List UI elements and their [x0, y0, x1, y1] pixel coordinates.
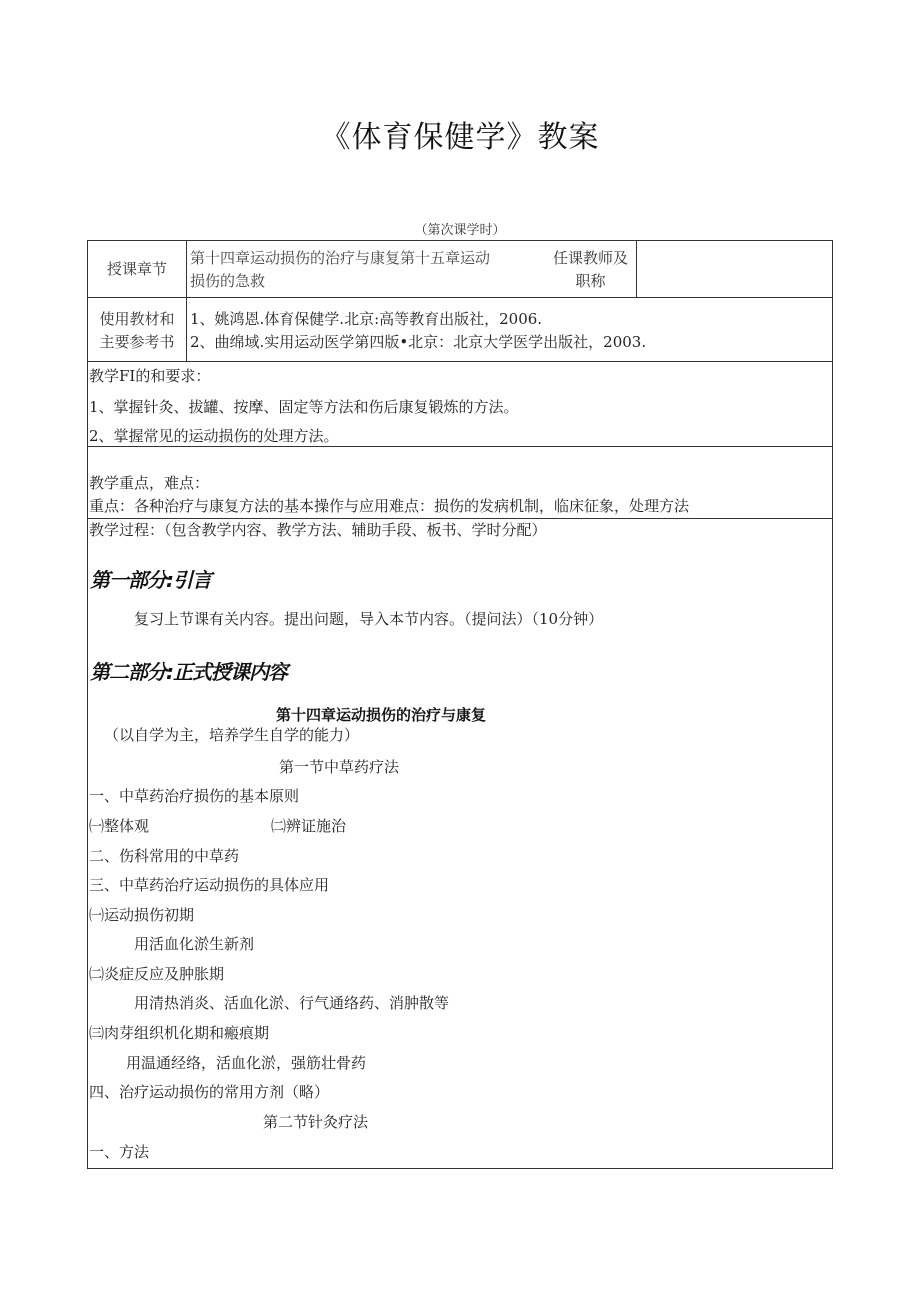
self-study-note: （以自学为主，培养学生自学的能力）	[104, 726, 360, 744]
list-item: ㈠运动损伤初期	[89, 906, 195, 924]
list-item: 用活血化淤生新剂	[134, 935, 255, 953]
objectives-heading: 教学FI的和要求：	[89, 367, 211, 385]
row-divider	[88, 297, 832, 298]
books-label-line1: 使用教材和	[99, 310, 175, 328]
key-points-content: 重点：各种治疗与康复方法的基本操作与应用难点：损伤的发病机制，临床征象，处理方法	[89, 497, 690, 515]
objective-item: 1、掌握针灸、拔罐、按摩、固定等方法和伤后康复锻炼的方法。	[89, 398, 519, 416]
list-item: 一、中草药治疗损伤的基本原则	[89, 787, 300, 805]
list-item: 一、方法	[89, 1143, 150, 1161]
key-points-heading: 教学重点，难点：	[89, 474, 210, 492]
list-item: ㈢肉芽组织机化期和瘢痕期	[89, 1024, 270, 1042]
list-item: ㈠整体观	[89, 817, 150, 835]
chapter-label: 授课章节	[106, 260, 167, 278]
objective-item: 2、掌握常见的运动损伤的处理方法。	[89, 427, 339, 445]
list-item: 四、治疗运动损伤的常用方剂（略）	[89, 1083, 330, 1101]
part1-title: 第一部分:引言	[90, 568, 211, 592]
document-title: 《体育保健学》教案	[320, 120, 600, 155]
list-item: 三、中草药治疗运动损伤的具体应用	[89, 876, 330, 894]
column-divider	[636, 241, 637, 297]
part1-text: 复习上节课有关内容。提出问题，导入本节内容。（提问法）（10分钟）	[134, 610, 604, 628]
list-item: 用清热消炎、活血化淤、行气通络药、消肿散等	[134, 994, 450, 1012]
list-item: ㈡炎症反应及肿胀期	[89, 965, 225, 983]
reference-book-1: 1、姚鸿恩.体育保健学.北京:高等教育出版社，2006.	[190, 310, 543, 328]
list-item: ㈡辨证施治	[271, 817, 347, 835]
books-label-line2: 主要参考书	[99, 333, 175, 351]
list-item: 二、伤科常用的中草药	[89, 847, 240, 865]
session-note: （第次课学时）	[414, 223, 506, 238]
part2-title: 第二部分:正式授课内容	[90, 660, 287, 684]
chapter-value-line2: 损伤的急救	[190, 272, 266, 290]
process-heading: 教学过程：（包含教学内容、教学方法、辅助手段、板书、学时分配）	[89, 521, 547, 539]
reference-book-2: 2、曲绵域.实用运动医学第四版•北京：北京大学医学出版社，2003.	[190, 333, 647, 351]
section1-title: 第一节中草药疗法	[279, 758, 400, 776]
list-item: 用温通经络，活血化淤，强筋壮骨药	[126, 1054, 367, 1072]
chapter-value-line1: 第十四章运动损伤的治疗与康复第十五章运动	[190, 249, 491, 267]
row-divider	[88, 361, 832, 362]
teacher-label-line2: 职称	[575, 272, 606, 290]
lesson-plan-table	[87, 240, 833, 1169]
column-divider	[186, 241, 187, 361]
section2-title: 第二节针灸疗法	[263, 1113, 369, 1131]
chapter14-title: 第十四章运动损伤的治疗与康复	[276, 706, 487, 724]
teacher-label-line1: 任课教师及	[552, 249, 628, 267]
